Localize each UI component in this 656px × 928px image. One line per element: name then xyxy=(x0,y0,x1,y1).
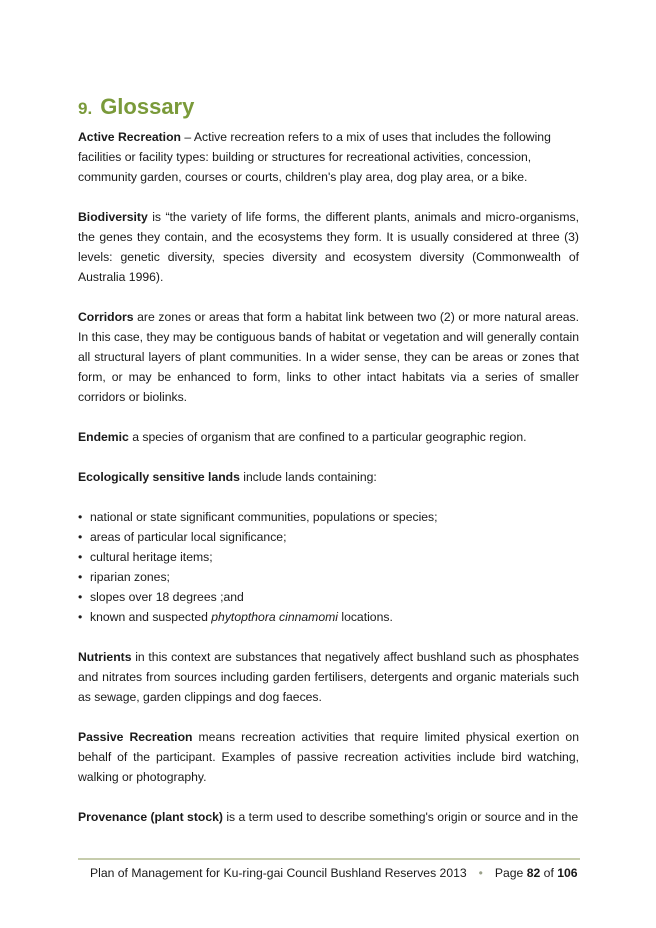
list-item-text: known and suspected xyxy=(90,610,212,624)
list-item-text: locations. xyxy=(337,610,393,624)
list-item xyxy=(78,567,579,587)
glossary-definition: is a term used to describe something's origin or source and in the xyxy=(222,810,579,824)
glossary-term: Nutrients xyxy=(78,650,132,664)
glossary-entry-nutrients xyxy=(78,647,579,707)
page-label: Page xyxy=(494,866,527,880)
glossary-term: Biodiversity xyxy=(78,210,148,224)
section-heading xyxy=(78,94,194,120)
glossary-entry-provenance xyxy=(78,807,579,827)
section-title: Glossary xyxy=(100,94,195,119)
glossary-definition: means recreation activities that require limited physical exertion on behalf of the participant. Examples of passive recreation activities include bird watching, walking or photography. xyxy=(78,730,579,784)
footer-document-title: Plan of Management for Ku-ring-gai Council Bushland Reserves 2013 xyxy=(90,866,467,880)
list-item-text: areas of particular local significance; xyxy=(90,530,287,544)
bullet-icon: • xyxy=(78,530,83,544)
species-name: phytopthora cinnamomi xyxy=(211,610,338,624)
glossary-definition: include lands containing: xyxy=(239,470,377,484)
glossary-term: Ecologically sensitive lands xyxy=(78,470,240,484)
list-item xyxy=(78,587,579,607)
bullet-icon: • xyxy=(78,510,83,524)
glossary-term: Corridors xyxy=(78,310,134,324)
glossary-term: Passive Recreation xyxy=(78,730,193,744)
glossary-definition: – Active recreation refers to a mix of uses that includes the following facilities or facility types: building or structures for recreational activities, concession, community garden, courses or courts, children's play area, dog play area, or a bike. xyxy=(78,130,551,184)
page-indicator xyxy=(495,866,578,880)
glossary-entry-endemic xyxy=(78,427,579,447)
glossary-definition: in this context are substances that negatively affect bushland such as phosphates and nitrates from sources including garden fertilisers, detergents and organic materials such as sewage, garden clippings and dog faeces. xyxy=(78,650,579,704)
glossary-entry-biodiversity xyxy=(78,207,579,287)
list-item-text: cultural heritage items; xyxy=(90,550,213,564)
glossary-definition: are zones or areas that form a habitat link between two (2) or more natural areas. In this case, they may be contiguous bands of habitat or vegetation and will generally contain all structural layers of plant communities. In a wider sense, they can be areas or zones that form, or may be enhanced to form, links to other intact habitats via a series of smaller corridors or biolinks. xyxy=(78,310,579,404)
footer-divider xyxy=(78,858,580,860)
glossary-entry-ecologically-sensitive-lands xyxy=(78,467,579,487)
footer-separator-icon: • xyxy=(478,866,483,880)
glossary-definition: a species of organism that are confined to a particular geographic region. xyxy=(128,430,527,444)
list-item xyxy=(78,547,579,567)
list-item-text: slopes over 18 degrees ;and xyxy=(90,590,244,604)
bullet-icon: • xyxy=(78,590,83,604)
glossary-term: Endemic xyxy=(78,430,129,444)
page-footer xyxy=(90,866,580,880)
glossary-definition: is “the variety of life forms, the different plants, animals and micro-organisms, the genes they contain, and the ecosystems they form. It is usually considered at three (3) levels: genetic diversity, species diversity and ecosystem diversity (Commonwealth of Australia 1996). xyxy=(78,210,579,284)
of-label: of xyxy=(540,866,558,880)
glossary-content xyxy=(78,127,579,847)
bullet-icon: • xyxy=(78,570,83,584)
glossary-entry-active-recreation xyxy=(78,127,579,187)
list-item xyxy=(78,507,579,527)
glossary-term: Provenance (plant stock) xyxy=(78,810,223,824)
list-item xyxy=(78,607,579,627)
list-item xyxy=(78,527,579,547)
glossary-entry-passive-recreation xyxy=(78,727,579,787)
sensitive-lands-list xyxy=(78,507,579,627)
total-pages: 106 xyxy=(557,866,578,880)
list-item-text: riparian zones; xyxy=(90,570,170,584)
glossary-entry-corridors xyxy=(78,307,579,407)
section-number: 9. xyxy=(78,99,93,118)
page-number: 82 xyxy=(526,866,541,880)
bullet-icon: • xyxy=(78,610,83,624)
list-item-text: national or state significant communities, populations or species; xyxy=(90,510,438,524)
glossary-term: Active Recreation xyxy=(78,130,181,144)
bullet-icon: • xyxy=(78,550,83,564)
